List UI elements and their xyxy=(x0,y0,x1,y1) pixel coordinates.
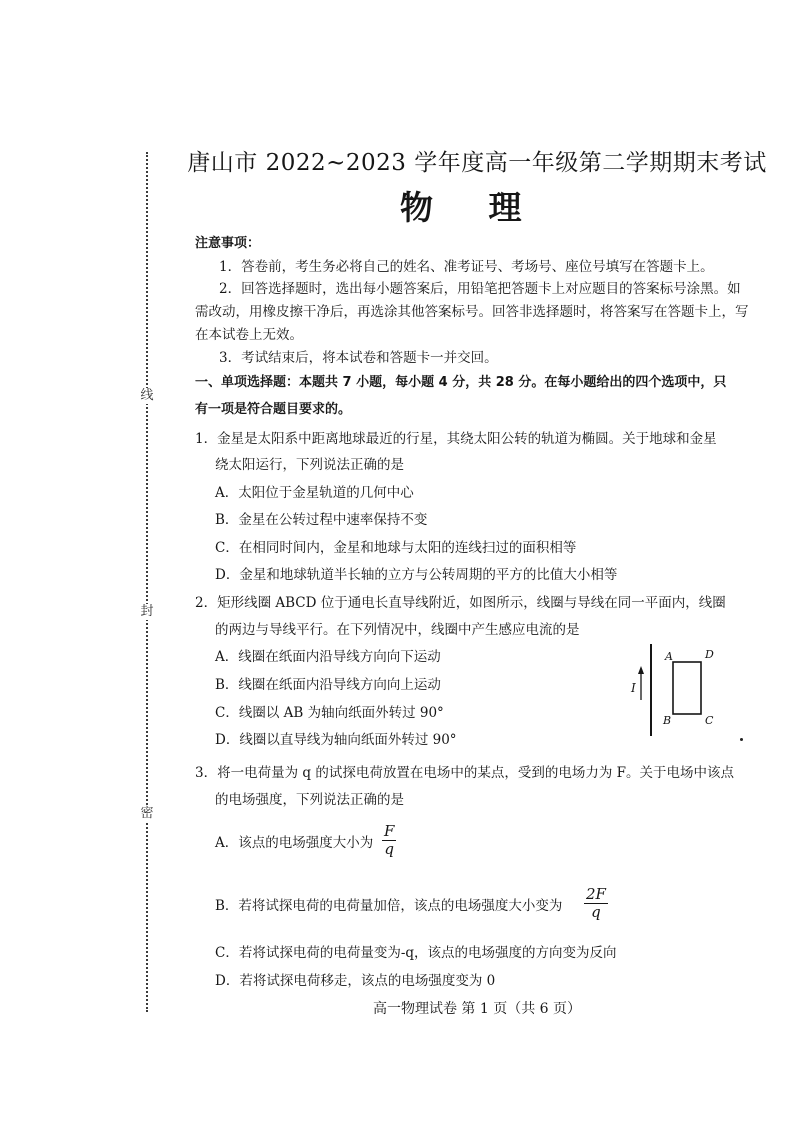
rectangular-coil xyxy=(673,662,701,714)
q3-option-d: D．若将试探电荷移走，该点的电场强度变为 0 xyxy=(215,973,496,989)
notice-item-2-line-3: 在本试卷上无效。 xyxy=(195,327,303,343)
q3-option-b: B．若将试探电荷的电荷量加倍，该点的电场强度大小变为 xyxy=(215,898,563,914)
q3-option-b-fraction xyxy=(584,886,608,921)
q1-option-d: D．金星和地球轨道半长轴的立方与公转周期的平方的比值大小相等 xyxy=(215,567,618,583)
vertex-b-label: B xyxy=(663,714,672,727)
notice-item-3: 3．考试结束后，将本试卷和答题卡一并交回。 xyxy=(219,350,498,366)
section-1-heading-line-2: 有一项是符合题目要求的。 xyxy=(195,402,352,417)
q2-stem-line-1: 2．矩形线圈 ABCD 位于通电长直导线附近，如图所示，线圈与导线在同一平面内，线圈 xyxy=(195,595,726,611)
binding-char-line: 线 xyxy=(140,388,154,403)
q3-option-a-fraction xyxy=(382,823,396,858)
vertex-a-label: A xyxy=(665,650,673,663)
q1-option-b: B．金星在公转过程中速率保持不变 xyxy=(215,512,428,528)
vertex-c-label: C xyxy=(705,714,714,727)
q3-stem-line-2: 的电场强度，下列说法正确的是 xyxy=(215,792,404,808)
q3-option-b-denominator: q xyxy=(591,903,601,921)
q3-option-a: A．该点的电场强度大小为 xyxy=(215,835,374,851)
section-1-heading-line-1: 一、单项选择题：本题共 7 小题，每小题 4 分，共 28 分。在每小题给出的四个选项中，只 xyxy=(195,375,727,390)
exam-title: 唐山市 2022~2023 学年度高一年级第二学期期末考试 xyxy=(187,150,767,176)
notice-heading: 注意事项： xyxy=(195,236,261,251)
q3-option-a-denominator: q xyxy=(384,840,395,858)
notice-item-2-line-1: 2．回答选择题时，选出每小题答案后，用铅笔把答题卡上对应题目的答案标号涂黑。如 xyxy=(219,281,741,297)
binding-char-seal: 封 xyxy=(140,604,154,619)
q2-option-b: B．线圈在纸面内沿导线方向向上运动 xyxy=(215,677,441,693)
q2-option-c: C．线圈以 AB 为轴向纸面外转过 90° xyxy=(215,705,444,721)
binding-dotted-line xyxy=(146,152,148,1012)
q2-stem-line-2: 的两边与导线平行。在下列情况中，线圈中产生感应电流的是 xyxy=(215,622,580,638)
stray-dot xyxy=(740,738,743,741)
q3-option-a-numerator: F xyxy=(384,822,395,840)
notice-item-1: 1．答卷前，考生务必将自己的姓名、准考证号、考场号、座位号填写在答题卡上。 xyxy=(219,259,714,275)
arrow-up-icon xyxy=(638,666,644,674)
vertex-d-label: D xyxy=(705,648,714,661)
q3-option-c: C．若将试探电荷的电荷量变为-q，该点的电场强度的方向变为反向 xyxy=(215,945,617,961)
q3-option-b-numerator: 2F xyxy=(586,885,606,903)
q2-option-d: D．线圈以直导线为轴向纸面外转过 90° xyxy=(215,732,457,748)
q1-stem-line-2: 绕太阳运行，下列说法正确的是 xyxy=(215,457,404,473)
q1-stem-line-1: 1．金星是太阳系中距离地球最近的行星，其绕太阳公转的轨道为椭圆。关于地球和金星 xyxy=(195,431,717,447)
notice-item-2-line-2: 需改动，用橡皮擦干净后，再选涂其他答案标号。回答非选择题时，将答案写在答题卡上，写 xyxy=(195,304,749,320)
current-label: I xyxy=(631,681,636,695)
q3-stem-line-1: 3．将一电荷量为 q 的试探电荷放置在电场中的某点，受到的电场力为 F。关于电场中该点 xyxy=(195,765,734,781)
wire-coil-figure xyxy=(625,640,735,740)
subject-title: 物 理 xyxy=(400,188,544,227)
binding-char-secret: 密 xyxy=(140,806,154,821)
q1-option-a: A．太阳位于金星轨道的几何中心 xyxy=(215,485,414,501)
q2-option-a: A．线圈在纸面内沿导线方向向下运动 xyxy=(215,649,441,665)
page-footer: 高一物理试卷 第 1 页（共 6 页） xyxy=(372,1001,582,1017)
q1-option-c: C．在相同时间内，金星和地球与太阳的连线扫过的面积相等 xyxy=(215,540,577,556)
